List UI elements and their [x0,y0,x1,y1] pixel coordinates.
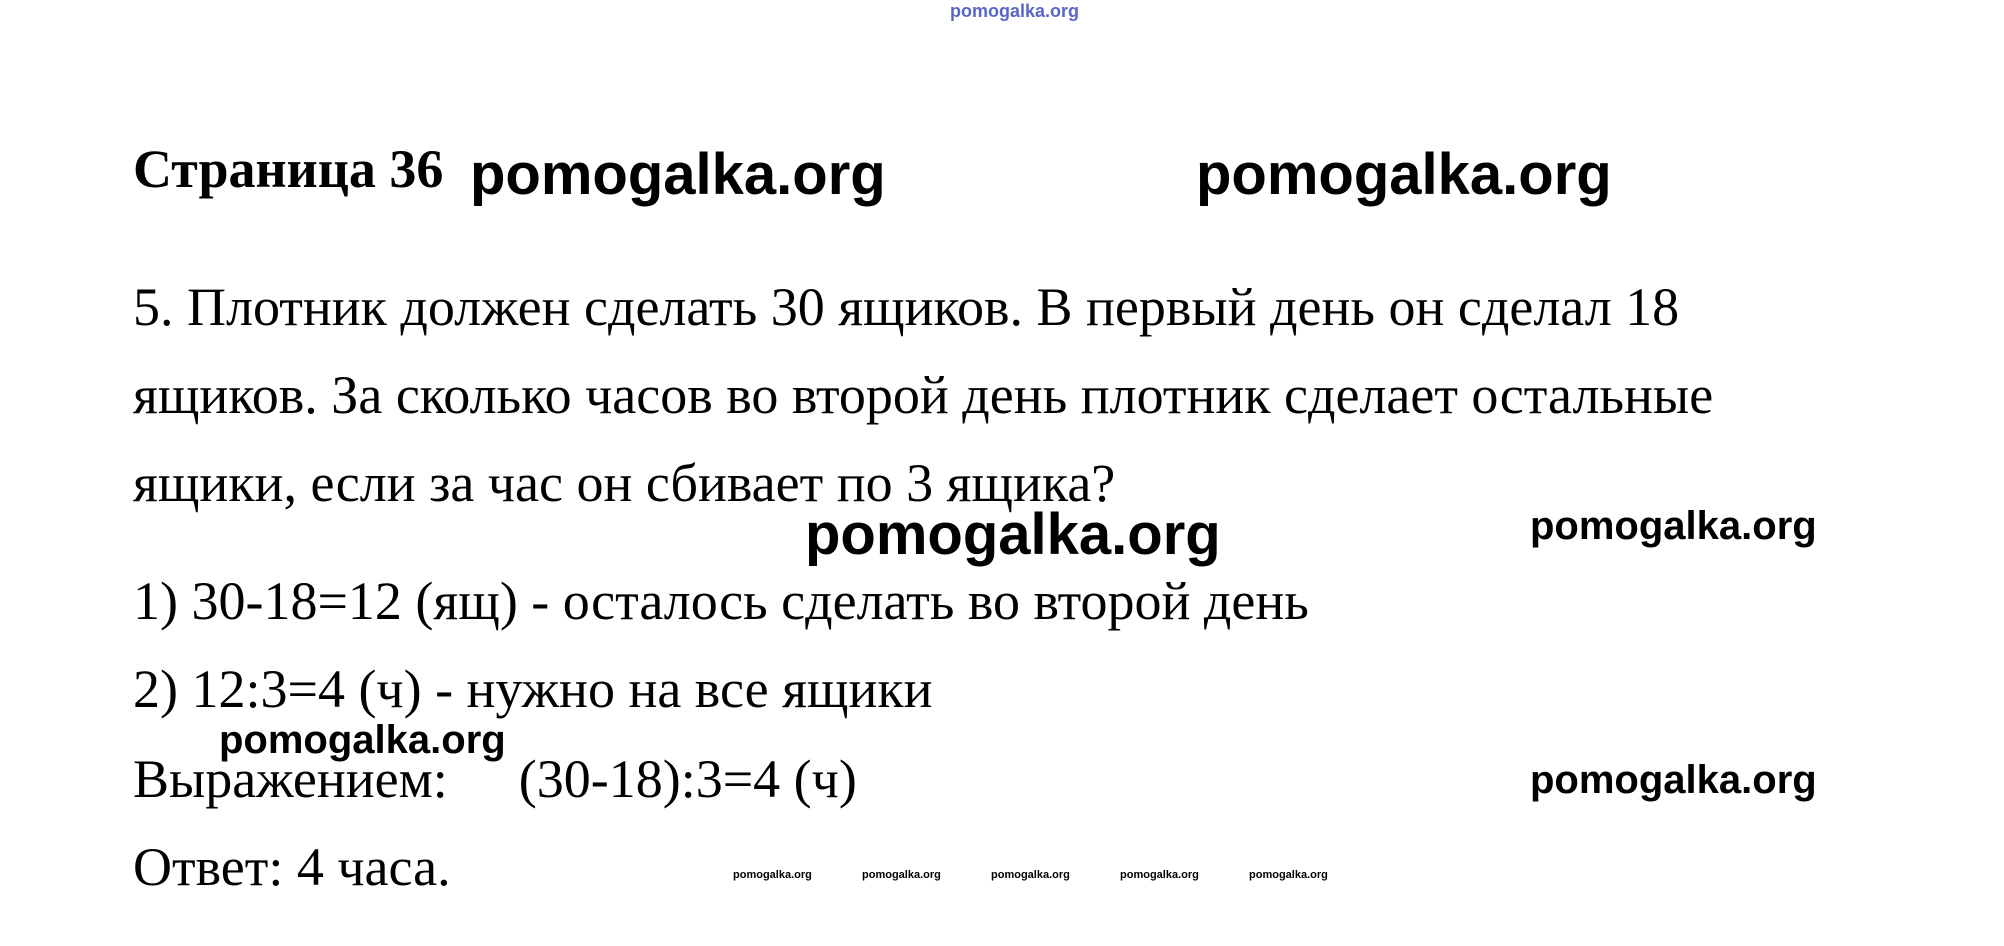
solution-step-2: 2) 12:3=4 (ч) - нужно на все ящики [133,659,933,719]
task-text-line-3: ящики, если за час он сбивает по 3 ящика? [133,453,1116,513]
watermark-text: pomogalka.org [862,869,941,881]
watermark-text: pomogalka.org [1120,869,1199,881]
watermark-text: pomogalka.org [1196,142,1612,207]
page-title: Страница 36 [133,139,444,199]
expression-line [133,748,857,810]
answer-line: Ответ: 4 часа. [133,837,451,897]
task-text-line-2: ящиков. За сколько часов во второй день плотник сделает остальные [133,365,1714,425]
source-link[interactable]: pomogalka.org [950,1,1080,21]
watermark-text: pomogalka.org [1249,869,1328,881]
watermark-text: pomogalka.org [1530,758,1817,802]
task-text-line-1: 5. Плотник должен сделать 30 ящиков. В первый день он сделал 18 [133,277,1680,337]
watermark-text: pomogalka.org [805,502,1221,567]
expression-value: (30-18):3=4 (ч) [518,749,857,809]
expression-label: Выражением: [133,749,448,809]
watermark-text: pomogalka.org [470,142,886,207]
watermark-text: pomogalka.org [991,869,1070,881]
watermark-text: pomogalka.org [733,869,812,881]
watermark-text: pomogalka.org [219,718,506,762]
solution-step-1: 1) 30-18=12 (ящ) - осталось сделать во второй день [133,571,1309,631]
watermark-text: pomogalka.org [1530,504,1817,548]
